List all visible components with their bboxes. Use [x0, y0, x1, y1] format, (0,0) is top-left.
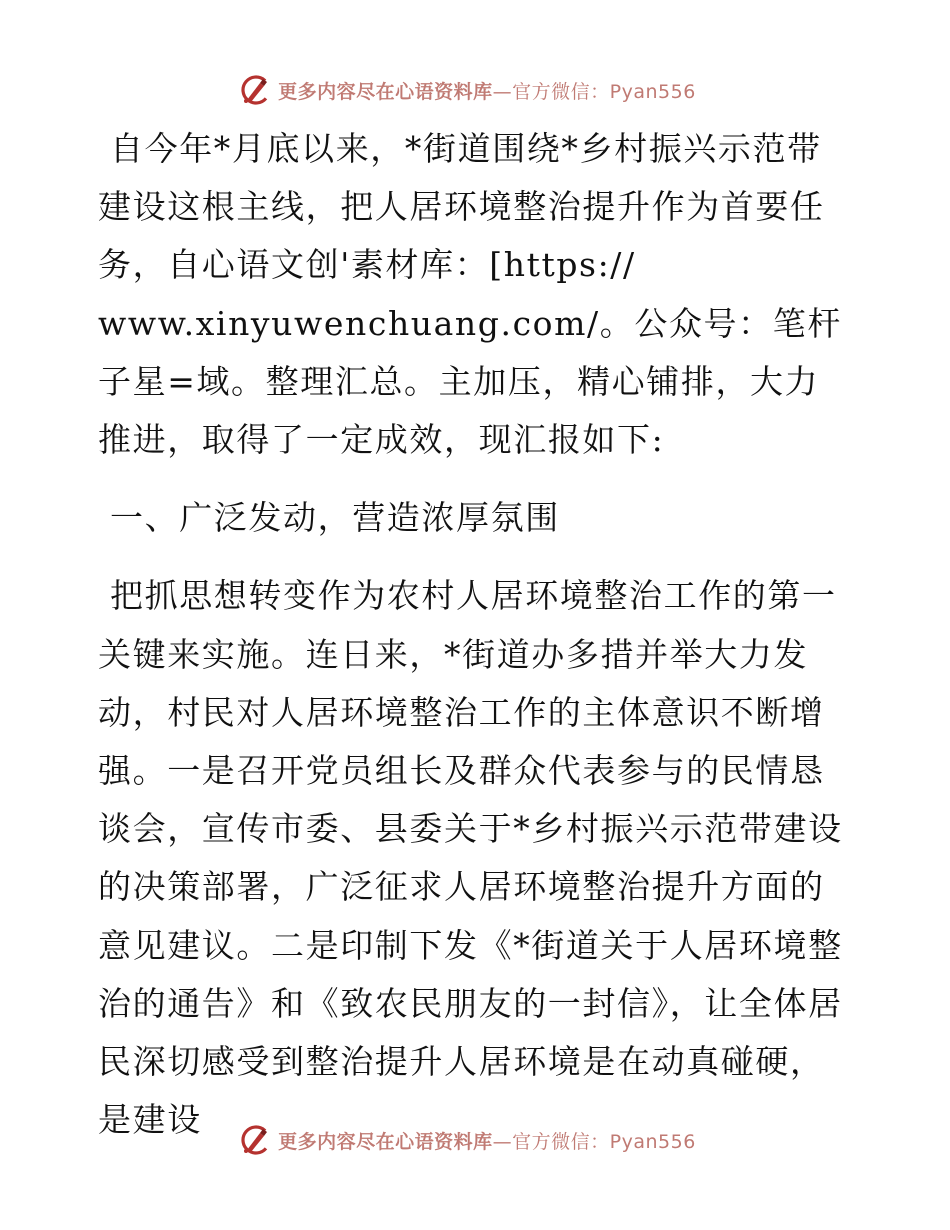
header-dash: —	[492, 80, 513, 103]
footer-banner-text	[278, 1127, 696, 1154]
footer-banner	[0, 1120, 950, 1160]
header-banner	[0, 70, 950, 110]
footer-site-text: 更多内容尽在心语资料库	[278, 1130, 493, 1153]
section-heading: 一、广泛发动，营造浓厚氛围	[110, 498, 560, 538]
document-body	[98, 120, 850, 1149]
header-site-text: 更多内容尽在心语资料库	[278, 80, 493, 103]
footer-dash: —	[492, 1130, 513, 1153]
pen-logo-icon	[238, 72, 274, 108]
section-paragraph: 把抓思想转变作为农村人居环境整治工作的第一关键来实施。连日来，*街道办多措并举大力发动，村民对人居环境整治工作的主体意识不断增强。一是召开党员组长及群众代表参与的民情恳谈会，宣传市委、县委关于*乡村振兴示范带建设的决策部署，广泛征求人居环境整治提升方面的意见建议。二是印制下发《*街道关于人居环境整治的通告》和《致农民朋友的一封信》，让全体居民深切感受到整治提升人居环境是在动真碰硬，是建设	[98, 576, 843, 1140]
header-contact-text: 官方微信：Pyan556	[512, 80, 696, 103]
pen-logo-icon	[238, 1122, 274, 1158]
header-banner-text	[278, 77, 696, 104]
intro-paragraph: 自今年*月底以来，*街道围绕*乡村振兴示范带建设这根主线，把人居环境整治提升作为首要任务，自心语文创'素材库：[https:// www.xinyuwenchuang.com/。公众号：笔杆子星=域。整理汇总。主加压，精心铺排，大力推进，取得了一定成效，现汇报如下:	[98, 129, 842, 460]
footer-contact-text: 官方微信：Pyan556	[512, 1130, 696, 1153]
